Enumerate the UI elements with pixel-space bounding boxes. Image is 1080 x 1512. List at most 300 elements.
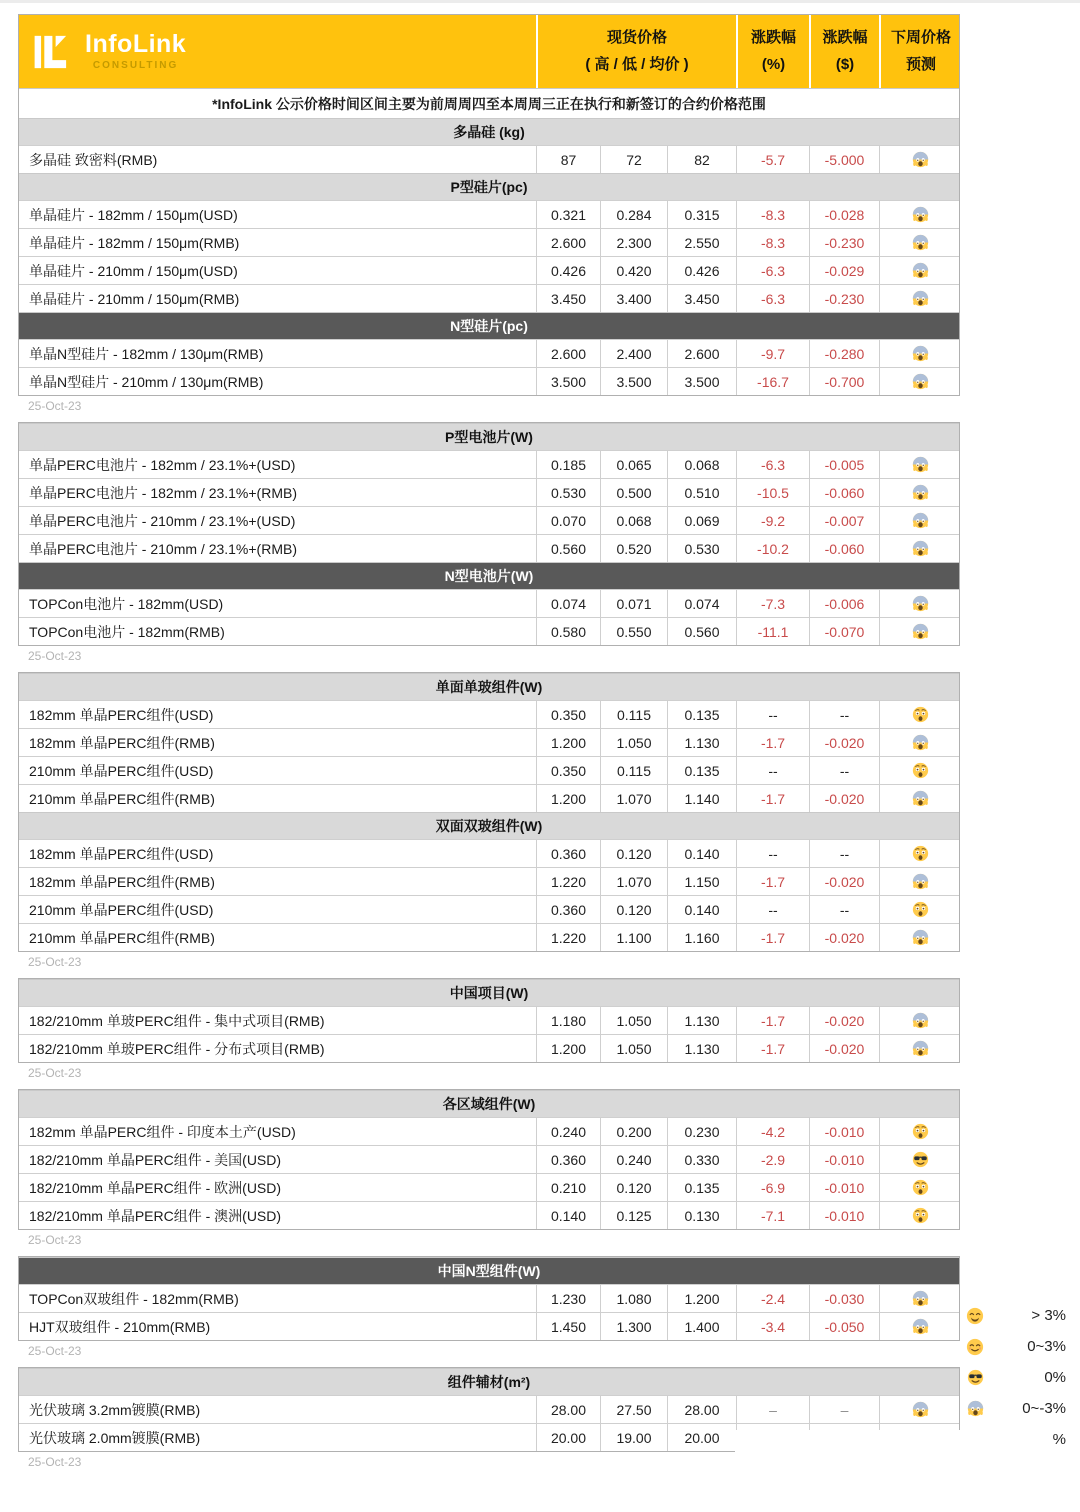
table-row <box>19 506 959 534</box>
forecast-cell <box>879 757 961 784</box>
section-header: 中国N型组件(W) <box>19 1257 959 1284</box>
usd-cell: -0.010 <box>809 1146 879 1173</box>
label-cell: 182/210mm 单晶PERC组件 - 美国(USD) <box>29 1151 282 1168</box>
table-row <box>19 1006 959 1034</box>
pct-cell: -8.3 <box>736 201 809 228</box>
note-text: *InfoLink 公示价格时间区间主要为前周周四至本周周三正在执行和新签订的合约价格范围 <box>19 88 959 118</box>
usd-cell: -0.028 <box>809 201 879 228</box>
avg-cell: 0.560 <box>667 618 736 645</box>
forecast-cell <box>879 229 961 256</box>
label-cell: 182mm 单晶PERC组件(USD) <box>29 706 214 723</box>
avg-cell: 82 <box>667 146 736 173</box>
astonished-face-icon <box>912 706 929 723</box>
pct-cell: -1.7 <box>736 785 809 812</box>
pct-cell: -5.7 <box>736 146 809 173</box>
table-block <box>18 672 960 952</box>
forecast-cell <box>879 201 961 228</box>
label-cell: TOPCon电池片 - 182mm(USD) <box>29 595 224 612</box>
avg-cell: 0.068 <box>667 451 736 478</box>
pct-cell: -- <box>736 896 809 923</box>
low-cell: 3.400 <box>600 285 667 312</box>
legend-label: % <box>1052 1431 1066 1448</box>
high-cell: 28.00 <box>536 1396 600 1423</box>
avg-cell: 0.130 <box>667 1202 736 1229</box>
forecast-cell <box>879 618 961 645</box>
low-cell: 1.070 <box>600 785 667 812</box>
high-cell: 1.200 <box>536 785 600 812</box>
forecast-cell <box>879 1396 961 1423</box>
low-cell: 27.50 <box>600 1396 667 1423</box>
forecast-cell <box>879 1007 961 1034</box>
usd-cell: -0.230 <box>809 285 879 312</box>
high-cell: 1.450 <box>536 1313 600 1340</box>
forecast-cell <box>879 896 961 923</box>
low-cell: 1.080 <box>600 1285 667 1312</box>
astonished-face-icon <box>912 901 929 918</box>
table-row <box>19 756 959 784</box>
column-header-change-usd <box>809 15 879 88</box>
infolink-logo-icon <box>33 33 75 71</box>
date-label: 25-Oct-23 <box>28 649 82 663</box>
high-cell: 0.360 <box>536 896 600 923</box>
forecast-cell <box>879 535 961 562</box>
change-pct-unit: (%) <box>761 55 786 73</box>
pct-cell: -6.3 <box>736 285 809 312</box>
table-row <box>19 839 959 867</box>
avg-cell: 3.450 <box>667 285 736 312</box>
date-label: 25-Oct-23 <box>28 955 82 969</box>
high-cell: 0.530 <box>536 479 600 506</box>
legend-label: 0~-3% <box>1022 1400 1066 1417</box>
high-cell: 3.450 <box>536 285 600 312</box>
avg-cell: 2.600 <box>667 340 736 367</box>
avg-cell: 0.530 <box>667 535 736 562</box>
low-cell: 0.125 <box>600 1202 667 1229</box>
avg-cell: 1.140 <box>667 785 736 812</box>
table-row <box>19 728 959 756</box>
low-cell: 0.120 <box>600 1174 667 1201</box>
high-cell: 0.426 <box>536 257 600 284</box>
label-cell: 单晶N型硅片 - 182mm / 130μm(RMB) <box>29 345 264 362</box>
usd-cell: -0.700 <box>809 368 879 395</box>
high-cell: 0.321 <box>536 201 600 228</box>
label-cell: 单晶硅片 - 182mm / 150μm(USD) <box>29 206 238 223</box>
avg-cell: 0.330 <box>667 1146 736 1173</box>
high-cell: 1.220 <box>536 924 600 951</box>
forecast-cell <box>879 1174 961 1201</box>
smiling-face-icon <box>962 1338 988 1356</box>
label-cell: 单晶PERC电池片 - 210mm / 23.1%+(USD) <box>29 512 296 529</box>
low-cell: 0.115 <box>600 757 667 784</box>
screaming-face-icon <box>912 234 929 251</box>
high-cell: 2.600 <box>536 340 600 367</box>
pct-cell: -8.3 <box>736 229 809 256</box>
forecast-cell <box>879 1146 961 1173</box>
avg-cell: 0.069 <box>667 507 736 534</box>
usd-cell: -0.007 <box>809 507 879 534</box>
section-header: N型电池片(W) <box>19 562 959 589</box>
section-header: 中国项目(W) <box>19 979 959 1006</box>
pct-cell: -4.2 <box>736 1118 809 1145</box>
table-row <box>19 534 959 562</box>
avg-cell: 1.130 <box>667 1035 736 1062</box>
table-row <box>19 617 959 645</box>
astonished-face-icon <box>912 1179 929 1196</box>
avg-cell: 28.00 <box>667 1396 736 1423</box>
usd-cell: -0.010 <box>809 1174 879 1201</box>
low-cell: 2.400 <box>600 340 667 367</box>
table-block <box>18 978 960 1063</box>
date-label: 25-Oct-23 <box>28 1066 82 1080</box>
table-row <box>19 700 959 728</box>
avg-cell: 1.400 <box>667 1313 736 1340</box>
avg-cell: 0.135 <box>667 701 736 728</box>
table-row <box>19 1395 959 1423</box>
label-cell: 单晶PERC电池片 - 182mm / 23.1%+(RMB) <box>29 484 297 501</box>
grinning-face-icon <box>962 1307 988 1325</box>
table-header <box>19 15 959 88</box>
high-cell: 0.580 <box>536 618 600 645</box>
label-cell: 单晶PERC电池片 - 210mm / 23.1%+(RMB) <box>29 540 297 557</box>
brand-name: InfoLink <box>85 30 187 59</box>
label-cell: 单晶PERC电池片 - 182mm / 23.1%+(USD) <box>29 456 296 473</box>
screaming-face-icon <box>912 540 929 557</box>
screaming-face-icon <box>912 456 929 473</box>
pct-cell: -7.3 <box>736 590 809 617</box>
date-label: 25-Oct-23 <box>28 1455 82 1469</box>
avg-cell: 20.00 <box>667 1424 736 1451</box>
usd-cell: -0.020 <box>809 868 879 895</box>
pct-cell: -1.7 <box>736 924 809 951</box>
table-row <box>19 1173 959 1201</box>
forecast-cell <box>879 146 961 173</box>
table-row <box>19 923 959 951</box>
low-cell: 0.240 <box>600 1146 667 1173</box>
low-cell: 1.300 <box>600 1313 667 1340</box>
astonished-face-icon <box>912 1123 929 1140</box>
screaming-face-icon <box>912 1040 929 1057</box>
avg-cell: 1.160 <box>667 924 736 951</box>
label-cell: TOPCon双玻组件 - 182mm(RMB) <box>29 1290 239 1307</box>
table-row <box>19 256 959 284</box>
change-usd-title: 涨跌幅 <box>822 29 868 47</box>
avg-cell: 0.315 <box>667 201 736 228</box>
usd-cell: -0.020 <box>809 785 879 812</box>
table-row <box>19 1034 959 1062</box>
screaming-face-icon <box>912 734 929 751</box>
astonished-face-icon <box>912 1207 929 1224</box>
screaming-face-icon <box>912 623 929 640</box>
avg-cell: 2.550 <box>667 229 736 256</box>
high-cell: 0.210 <box>536 1174 600 1201</box>
table-block <box>18 1089 960 1230</box>
table-row <box>19 589 959 617</box>
pct-cell: -2.9 <box>736 1146 809 1173</box>
forecast-title-line2: 预测 <box>905 55 936 73</box>
legend-item <box>962 1300 1080 1331</box>
low-cell: 1.050 <box>600 729 667 756</box>
screaming-face-icon <box>912 929 929 946</box>
date-label: 25-Oct-23 <box>28 1233 82 1247</box>
low-cell: 0.068 <box>600 507 667 534</box>
spot-price-subtitle: ( 高 / 低 / 均价 ) <box>585 55 689 73</box>
table-row <box>19 284 959 312</box>
forecast-cell <box>879 340 961 367</box>
screaming-face-icon <box>912 206 929 223</box>
label-cell: 单晶N型硅片 - 210mm / 130μm(RMB) <box>29 373 264 390</box>
forecast-cell <box>879 1118 961 1145</box>
usd-cell: -0.020 <box>809 729 879 756</box>
pct-cell: -9.7 <box>736 340 809 367</box>
pct-cell: -1.7 <box>736 868 809 895</box>
logo-text <box>85 31 186 72</box>
high-cell: 1.200 <box>536 729 600 756</box>
usd-cell: -0.060 <box>809 535 879 562</box>
avg-cell: 0.135 <box>667 1174 736 1201</box>
avg-cell: 0.426 <box>667 257 736 284</box>
table-row <box>19 339 959 367</box>
table-block <box>18 1256 960 1341</box>
label-cell: 182mm 单晶PERC组件 - 印度本土产(USD) <box>29 1123 296 1140</box>
table-block <box>18 14 960 396</box>
screaming-face-icon <box>912 262 929 279</box>
table-row <box>19 200 959 228</box>
usd-cell: -0.020 <box>809 1035 879 1062</box>
low-cell: 1.070 <box>600 868 667 895</box>
usd-cell: -5.000 <box>809 146 879 173</box>
label-cell: 光伏玻璃 3.2mm镀膜(RMB) <box>29 1401 201 1418</box>
low-cell: 1.050 <box>600 1035 667 1062</box>
white-overlay-box <box>735 1430 1012 1490</box>
forecast-cell <box>879 1035 961 1062</box>
column-header-spot-price <box>536 15 736 88</box>
screaming-face-icon <box>912 290 929 307</box>
usd-cell: -0.006 <box>809 590 879 617</box>
column-header-change-pct <box>736 15 809 88</box>
high-cell: 0.240 <box>536 1118 600 1145</box>
legend-item <box>962 1331 1080 1362</box>
screaming-face-icon <box>962 1400 988 1417</box>
label-cell: HJT双玻组件 - 210mm(RMB) <box>29 1318 211 1335</box>
avg-cell: 3.500 <box>667 368 736 395</box>
avg-cell: 0.230 <box>667 1118 736 1145</box>
usd-cell: – <box>809 1396 879 1423</box>
forecast-cell <box>879 868 961 895</box>
low-cell: 0.120 <box>600 896 667 923</box>
pct-cell: -- <box>736 840 809 867</box>
change-usd-unit: ($) <box>835 55 855 73</box>
high-cell: 2.600 <box>536 229 600 256</box>
low-cell: 0.065 <box>600 451 667 478</box>
legend-label: 0% <box>1044 1369 1066 1386</box>
table-row <box>19 895 959 923</box>
forecast-cell <box>879 924 961 951</box>
pct-cell: -16.7 <box>736 368 809 395</box>
sunglasses-face-icon <box>912 1151 929 1168</box>
section-header: 双面双玻组件(W) <box>19 812 959 839</box>
forecast-cell <box>879 368 961 395</box>
pct-cell: -6.9 <box>736 1174 809 1201</box>
astonished-face-icon <box>912 845 929 862</box>
high-cell: 0.560 <box>536 535 600 562</box>
pct-cell: – <box>736 1396 809 1423</box>
low-cell: 0.500 <box>600 479 667 506</box>
low-cell: 0.200 <box>600 1118 667 1145</box>
table-row <box>19 450 959 478</box>
section-header: 单面单玻组件(W) <box>19 673 959 700</box>
label-cell: 210mm 单晶PERC组件(USD) <box>29 901 214 918</box>
forecast-cell <box>879 451 961 478</box>
low-cell: 0.120 <box>600 840 667 867</box>
pct-cell: -7.1 <box>736 1202 809 1229</box>
high-cell: 1.200 <box>536 1035 600 1062</box>
usd-cell: -0.020 <box>809 924 879 951</box>
column-header-forecast <box>879 15 961 88</box>
pct-cell: -- <box>736 757 809 784</box>
legend-item <box>962 1362 1080 1393</box>
table-row <box>19 145 959 173</box>
pct-cell: -1.7 <box>736 729 809 756</box>
avg-cell: 1.150 <box>667 868 736 895</box>
usd-cell: -0.060 <box>809 479 879 506</box>
screaming-face-icon <box>912 595 929 612</box>
price-sheet <box>0 3 1080 1470</box>
label-cell: 182mm 单晶PERC组件(USD) <box>29 845 214 862</box>
table-row <box>19 1201 959 1229</box>
label-cell: 单晶硅片 - 210mm / 150μm(RMB) <box>29 290 240 307</box>
avg-cell: 0.135 <box>667 757 736 784</box>
usd-cell: -- <box>809 757 879 784</box>
label-cell: 182/210mm 单晶PERC组件 - 澳洲(USD) <box>29 1207 282 1224</box>
low-cell: 0.284 <box>600 201 667 228</box>
forecast-cell <box>879 701 961 728</box>
section-header: 多晶硅 (kg) <box>19 118 959 145</box>
high-cell: 1.180 <box>536 1007 600 1034</box>
avg-cell: 1.200 <box>667 1285 736 1312</box>
low-cell: 1.050 <box>600 1007 667 1034</box>
low-cell: 0.071 <box>600 590 667 617</box>
table-block <box>18 422 960 646</box>
pct-cell: -3.4 <box>736 1313 809 1340</box>
usd-cell: -- <box>809 701 879 728</box>
label-cell: 182/210mm 单晶PERC组件 - 欧洲(USD) <box>29 1179 282 1196</box>
forecast-cell <box>879 729 961 756</box>
low-cell: 0.115 <box>600 701 667 728</box>
high-cell: 20.00 <box>536 1424 600 1451</box>
low-cell: 0.550 <box>600 618 667 645</box>
forecast-cell <box>879 1285 961 1312</box>
forecast-cell <box>879 840 961 867</box>
legend-item <box>962 1393 1080 1424</box>
forecast-cell <box>879 590 961 617</box>
table-row <box>19 367 959 395</box>
avg-cell: 1.130 <box>667 1007 736 1034</box>
usd-cell: -0.280 <box>809 340 879 367</box>
legend-label: 0~3% <box>1027 1338 1066 1355</box>
usd-cell: -0.050 <box>809 1313 879 1340</box>
section-header: P型电池片(W) <box>19 423 959 450</box>
table-row <box>19 1284 959 1312</box>
label-cell: 182mm 单晶PERC组件(RMB) <box>29 873 215 890</box>
pct-cell: -6.3 <box>736 451 809 478</box>
low-cell: 0.520 <box>600 535 667 562</box>
pct-cell: -1.7 <box>736 1035 809 1062</box>
date-label: 25-Oct-23 <box>28 1344 82 1358</box>
screaming-face-icon <box>912 151 929 168</box>
screaming-face-icon <box>912 484 929 501</box>
pct-cell: -9.2 <box>736 507 809 534</box>
label-cell: 单晶硅片 - 210mm / 150μm(USD) <box>29 262 238 279</box>
screaming-face-icon <box>912 373 929 390</box>
label-cell: 182/210mm 单玻PERC组件 - 集中式项目(RMB) <box>29 1012 325 1029</box>
pct-cell: -- <box>736 701 809 728</box>
label-cell: TOPCon电池片 - 182mm(RMB) <box>29 623 225 640</box>
label-cell: 210mm 单晶PERC组件(USD) <box>29 762 214 779</box>
high-cell: 0.360 <box>536 840 600 867</box>
table-row <box>19 228 959 256</box>
table-row <box>19 867 959 895</box>
avg-cell: 0.140 <box>667 896 736 923</box>
screaming-face-icon <box>912 1290 929 1307</box>
table-row <box>19 1117 959 1145</box>
pct-cell: -10.5 <box>736 479 809 506</box>
screaming-face-icon <box>912 345 929 362</box>
pct-cell: -2.4 <box>736 1285 809 1312</box>
high-cell: 3.500 <box>536 368 600 395</box>
label-cell: 210mm 单晶PERC组件(RMB) <box>29 929 215 946</box>
screaming-face-icon <box>912 512 929 529</box>
date-label: 25-Oct-23 <box>28 399 82 413</box>
label-cell: 多晶硅 致密料(RMB) <box>29 151 158 168</box>
usd-cell: -- <box>809 896 879 923</box>
table-row <box>19 478 959 506</box>
high-cell: 1.230 <box>536 1285 600 1312</box>
pct-cell: -11.1 <box>736 618 809 645</box>
low-cell: 2.300 <box>600 229 667 256</box>
section-header: N型硅片(pc) <box>19 312 959 339</box>
usd-cell: -0.020 <box>809 1007 879 1034</box>
label-cell: 单晶硅片 - 182mm / 150μm(RMB) <box>29 234 240 251</box>
low-cell: 19.00 <box>600 1424 667 1451</box>
high-cell: 87 <box>536 146 600 173</box>
label-cell: 182mm 单晶PERC组件(RMB) <box>29 734 215 751</box>
screaming-face-icon <box>912 790 929 807</box>
change-pct-title: 涨跌幅 <box>750 29 796 47</box>
label-cell: 182/210mm 单玻PERC组件 - 分布式项目(RMB) <box>29 1040 325 1057</box>
label-cell: 210mm 单晶PERC组件(RMB) <box>29 790 215 807</box>
usd-cell: -0.070 <box>809 618 879 645</box>
pct-cell: -1.7 <box>736 1007 809 1034</box>
high-cell: 0.360 <box>536 1146 600 1173</box>
section-header: P型硅片(pc) <box>19 173 959 200</box>
avg-cell: 0.510 <box>667 479 736 506</box>
usd-cell: -0.010 <box>809 1118 879 1145</box>
avg-cell: 0.140 <box>667 840 736 867</box>
label-cell: 光伏玻璃 2.0mm镀膜(RMB) <box>29 1429 201 1446</box>
usd-cell: -0.230 <box>809 229 879 256</box>
screaming-face-icon <box>912 1318 929 1335</box>
forecast-cell <box>879 785 961 812</box>
spot-price-title: 现货价格 <box>606 29 667 47</box>
infolink-logo <box>19 15 536 88</box>
low-cell: 3.500 <box>600 368 667 395</box>
forecast-cell <box>879 479 961 506</box>
high-cell: 0.140 <box>536 1202 600 1229</box>
high-cell: 0.074 <box>536 590 600 617</box>
table-row <box>19 784 959 812</box>
forecast-cell <box>879 1313 961 1340</box>
high-cell: 0.350 <box>536 701 600 728</box>
